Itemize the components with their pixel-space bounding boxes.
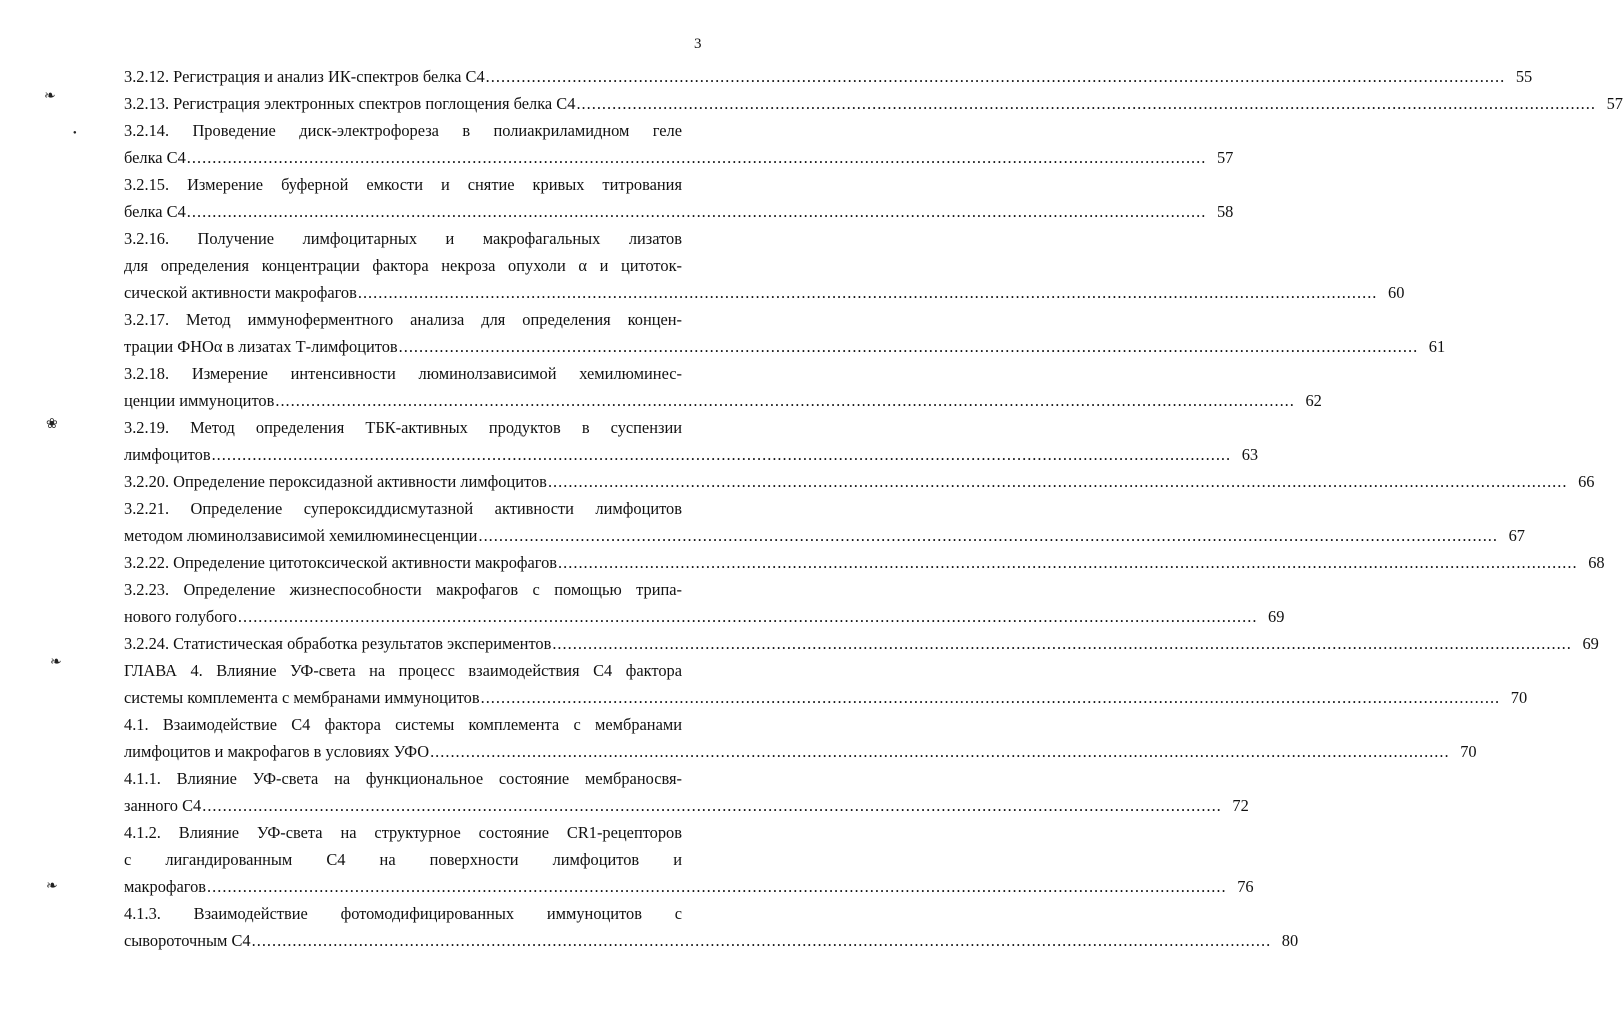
dot-leader: ........................................................................................................................................................................................................ (552, 634, 1572, 653)
toc-entry-text: лимфоцитов (124, 445, 211, 464)
scan-speck-mark: ● (73, 130, 77, 136)
toc-entry-text: 4.1.1. Влияние УФ-света на функциональное состояние мембраносвя- (124, 769, 682, 788)
toc-entry-text: трации ФНОα в лизатах Т-лимфоцитов (124, 337, 398, 356)
toc-entry-line (124, 148, 1234, 168)
toc-entry-line (124, 472, 1595, 492)
toc-entry-line (124, 526, 1525, 546)
toc-entry-text: 3.2.24. Статистическая обработка результатов экспериментов (124, 634, 552, 653)
toc-entry-line (124, 391, 1322, 411)
toc-entry-text: 3.2.15. Измерение буферной емкости и снятие кривых титрования (124, 175, 682, 194)
toc-entry-text: 4.1.3. Взаимодействие фотомодифицированных иммуноцитов с (124, 904, 682, 923)
toc-entry-line (124, 688, 1528, 708)
toc-entry-text: 4.1.2. Влияние УФ-света на структурное состояние CR1-рецепторов (124, 823, 682, 842)
dot-leader: ........................................................................................................................................................................................................ (186, 202, 1207, 221)
toc-page-number: 67 (1508, 526, 1525, 545)
dot-leader: ........................................................................................................................................................................................................ (186, 148, 1207, 167)
dot-leader: ........................................................................................................................................................................................................ (558, 553, 1578, 572)
toc-entry-text: ценции иммуноцитов (124, 391, 275, 410)
toc-entry-line (124, 67, 1533, 87)
toc-entry-text: белка С4 (124, 202, 186, 221)
dot-leader: ........................................................................................................................................................................................................ (485, 67, 1506, 86)
toc-entry-text: 3.2.12. Регистрация и анализ ИК-спектров белка С4 (124, 67, 485, 86)
toc-entry-text: методом люминолзависимой хемилюминесценции (124, 526, 478, 545)
toc-page-number: 57 (1606, 94, 1623, 113)
toc-entry-line (124, 202, 1234, 222)
toc-page-number: 63 (1241, 445, 1259, 464)
dot-leader: ........................................................................................................................................................................................................ (211, 445, 1232, 464)
toc-entry-text: 3.2.13. Регистрация электронных спектров поглощения белка С4 (124, 94, 576, 113)
toc-page-number: 58 (1216, 202, 1234, 221)
toc-entry-text: 3.2.21. Определение супероксиддисмутазной активности лимфоцитов (124, 499, 682, 518)
toc-entry-text: лимфоцитов и макрофагов в условиях УФО (124, 742, 430, 761)
dot-leader: ........................................................................................................................................................................................................ (237, 607, 1258, 626)
toc-entry-text: 3.2.16. Получение лимфоцитарных и макрофагальных лизатов (124, 229, 682, 248)
toc-entry-line (124, 283, 1405, 303)
toc-entry-text: 3.2.14. Проведение диск-электрофореза в полиакриламидном геле (124, 121, 682, 140)
toc-page-number: 60 (1388, 283, 1405, 302)
toc-entry-text: 3.2.17. Метод иммуноферментного анализа для определения концен- (124, 310, 682, 329)
dot-leader: ........................................................................................................................................................................................................ (202, 796, 1222, 815)
toc-entry-text: ГЛАВА 4. Влияние УФ-света на процесс взаимодействия С4 фактора (124, 661, 682, 680)
dot-leader: ........................................................................................................................................................................................................ (576, 94, 1596, 113)
toc-entry-text: 3.2.23. Определение жизнеспособности макрофагов с помощью трипа- (124, 580, 682, 599)
dot-leader: ........................................................................................................................................................................................................ (275, 391, 1295, 410)
toc-page-number: 61 (1428, 337, 1446, 356)
toc-entry-text: сывороточным С4 (124, 931, 251, 950)
toc-page-number: 76 (1237, 877, 1254, 896)
toc-entry-line (124, 607, 1285, 627)
scan-speck-mark: ❧ (46, 879, 58, 894)
toc-page-number: 70 (1460, 742, 1477, 761)
toc-entry-line (124, 553, 1605, 573)
toc-entry-text: занного С4 (124, 796, 202, 815)
toc-entry-text: белка С4 (124, 148, 186, 167)
toc-entry-text: макрофагов (124, 877, 207, 896)
scan-speck-mark: ❀ (46, 417, 58, 432)
dot-leader: ........................................................................................................................................................................................................ (251, 931, 1272, 950)
toc-entry-text: 4.1. Взаимодействие С4 фактора системы комплемента с мембранами (124, 715, 682, 734)
toc-entry-line (124, 634, 1599, 654)
toc-entry-text: нового голубого (124, 607, 237, 626)
toc-page-number: 68 (1588, 553, 1605, 572)
dot-leader: ........................................................................................................................................................................................................ (398, 337, 1419, 356)
scan-speck-mark: ❧ (50, 655, 62, 670)
toc-page-number: 69 (1268, 607, 1285, 626)
dot-leader: ........................................................................................................................................................................................................ (207, 877, 1227, 896)
toc-entry-text: 3.2.18. Измерение интенсивности люминолзависимой хемилюминес- (124, 364, 682, 383)
toc-entry-text: 3.2.20. Определение пероксидазной активности лимфоцитов (124, 472, 547, 491)
dot-leader: ........................................................................................................................................................................................................ (480, 688, 1501, 707)
dot-leader: ........................................................................................................................................................................................................ (430, 742, 1450, 761)
toc-entry-line (124, 94, 1623, 114)
scan-speck-mark: ❧ (44, 89, 56, 104)
dot-leader: ........................................................................................................................................................................................................ (547, 472, 1568, 491)
toc-page-number: 72 (1232, 796, 1249, 815)
toc-entry-text: для определения концентрации фактора некроза опухоли α и цитоток- (124, 256, 682, 275)
toc-page-number: 80 (1281, 931, 1299, 950)
toc-page-number: 66 (1578, 472, 1595, 491)
toc-entry-line (124, 742, 1477, 762)
dot-leader: ........................................................................................................................................................................................................ (357, 283, 1378, 302)
toc-entry-text: 3.2.22. Определение цитотоксической активности макрофагов (124, 553, 558, 572)
toc-page-number: 69 (1582, 634, 1599, 653)
toc-entry-text: сической активности макрофагов (124, 283, 357, 302)
toc-page-number: 57 (1216, 148, 1234, 167)
toc-entry-line (124, 931, 1299, 951)
toc-entry-line (124, 877, 1254, 897)
toc-page-number: 62 (1305, 391, 1322, 410)
dot-leader: ........................................................................................................................................................................................................ (478, 526, 1498, 545)
toc-entry-text: с лигандированным С4 на поверхности лимфоцитов и (124, 850, 682, 869)
toc-entry-line (124, 337, 1446, 357)
toc-entry-text: системы комплемента с мембранами иммуноцитов (124, 688, 480, 707)
toc-page-number: 55 (1515, 67, 1533, 86)
page-number: 3 (694, 36, 702, 52)
toc-page-number: 70 (1510, 688, 1528, 707)
toc-entry-line (124, 445, 1259, 465)
toc-entry-text: 3.2.19. Метод определения ТБК-активных продуктов в суспензии (124, 418, 682, 437)
toc-entry-line (124, 796, 1249, 816)
